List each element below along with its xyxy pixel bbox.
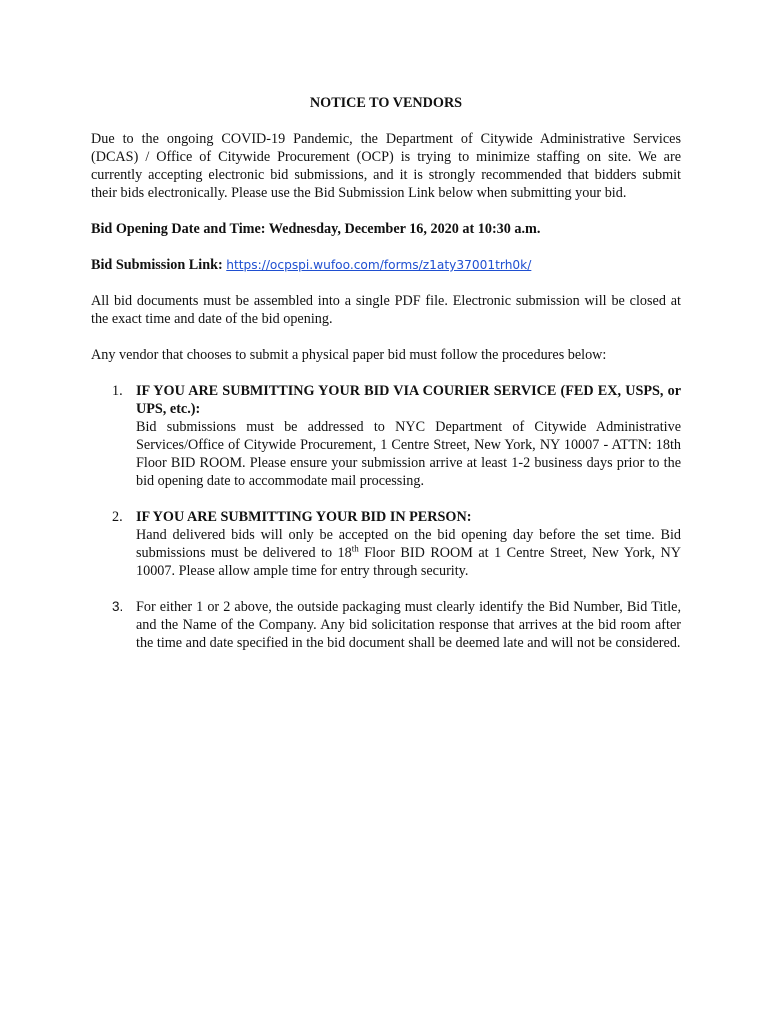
list-item-number: 1. — [112, 383, 123, 399]
paper-bid-intro: Any vendor that chooses to submit a physical paper bid must follow the procedures below: — [91, 347, 607, 363]
ordinal-suffix: th — [351, 543, 359, 554]
intro-paragraph: Due to the ongoing COVID-19 Pandemic, the Department of Citywide Administrative Services (DCAS) / Office of Citywide Procurement (OCP) is trying to minimize staffing on site. We are currently accepting electronic bid submissions, and it is strongly recommended that bidders submit their bids electronically. Please use the Bid Submission Link below when submitting your bid. — [91, 131, 681, 201]
list-item-body: Bid submissions must be addressed to NYC Department of Citywide Administrative Services/Office of Citywide Procurement, 1 Centre Street, New York, NY 10007 - ATTN: 18th Floor BID ROOM. Please ensure your submission arrive at least 1-2 business days prior to the bid opening date to accommodate mail processing. — [136, 419, 681, 489]
procedures-list — [91, 382, 681, 652]
list-item — [91, 382, 681, 490]
list-item-heading: IF YOU ARE SUBMITTING YOUR BID VIA COURIER SERVICE (FED EX, USPS, or UPS, etc.): — [136, 383, 681, 417]
bid-submission-link[interactable]: https://ocpspi.wufoo.com/forms/z1aty37001trh0k/ — [226, 258, 532, 272]
notice-title: NOTICE TO VENDORS — [309, 95, 463, 111]
list-item-number: 3. — [112, 599, 124, 614]
list-item-number: 2. — [112, 509, 123, 525]
bid-opening-date: Bid Opening Date and Time: Wednesday, December 16, 2020 at 10:30 a.m. — [91, 221, 541, 237]
list-item-heading: IF YOU ARE SUBMITTING YOUR BID IN PERSON: — [136, 509, 472, 525]
pdf-instructions-paragraph: All bid documents must be assembled into a single PDF file. Electronic submission will be closed at the exact time and date of the bid opening. — [91, 293, 681, 327]
list-item-body-text: Hand delivered bids will only be accepted on the bid opening day before the set time. Bid submissions must be delivered to 18 — [136, 527, 681, 561]
list-item-body-text: Floor BID ROOM at 1 Centre Street, New York, NY 10007. Please allow ample time for entry through security. — [136, 545, 681, 579]
list-item — [91, 508, 681, 580]
bid-submission-line — [91, 256, 681, 274]
bid-submission-label: Bid Submission Link: — [91, 257, 223, 273]
list-item-body — [136, 527, 681, 579]
list-item-body: For either 1 or 2 above, the outside packaging must clearly identify the Bid Number, Bid Title, and the Name of the Company. Any bid solicitation response that arrives at the bid room after the time and date specified in the bid document shall be deemed late and will not be considered. — [136, 599, 681, 651]
list-item — [91, 598, 681, 652]
notice-document — [91, 94, 681, 670]
